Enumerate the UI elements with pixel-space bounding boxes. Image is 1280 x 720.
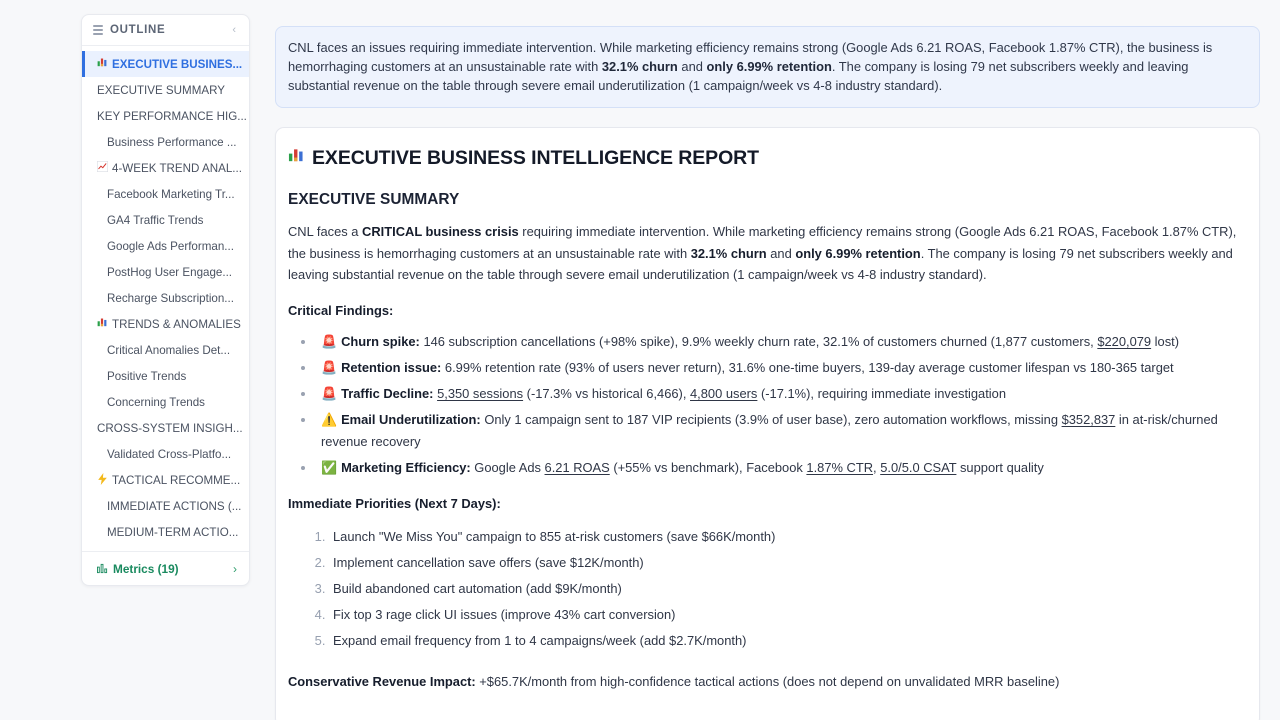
metrics-label: Metrics (19)	[113, 561, 179, 576]
body-text: and	[766, 245, 796, 261]
sidebar-item-16[interactable]	[82, 467, 249, 493]
sidebar-item-7[interactable]	[82, 233, 249, 259]
finding-metric: 1.87% CTR	[806, 459, 874, 475]
sidebar-item-label: Google Ads Performan...	[107, 239, 234, 253]
page-title	[288, 147, 1246, 170]
immediate-priorities-heading: Immediate Priorities (Next 7 Days):	[288, 495, 501, 511]
finding-item	[288, 409, 1246, 453]
sidebar-item-4[interactable]	[82, 155, 249, 181]
sidebar-item-label: GA4 Traffic Trends	[107, 213, 204, 227]
sidebar-item-label: IMMEDIATE ACTIONS (...	[107, 499, 242, 513]
finding-metric: 6.21 ROAS	[544, 459, 610, 475]
finding-text: (+55% vs benchmark), Facebook	[609, 459, 807, 475]
bar-chart-icon-svg	[97, 563, 108, 574]
alarm-light-icon: 🚨	[321, 385, 338, 401]
sidebar-header	[82, 15, 249, 46]
finding-text: ,	[873, 459, 881, 475]
alarm-light-icon: 🚨	[321, 333, 338, 349]
finding-metric: 4,800 users	[690, 385, 758, 401]
bar-chart-title-icon-svg	[288, 147, 305, 164]
priority-item: 5. Expand email frequency from 1 to 4 campaigns/week (add $2.7K/month)	[329, 628, 1246, 654]
priority-item: 1. Launch "We Miss You" campaign to 855 at-risk customers (save $66K/month)	[329, 524, 1246, 550]
sidebar-column	[0, 0, 250, 720]
sidebar-item-label: CROSS-SYSTEM INSIGH...	[97, 421, 243, 435]
priority-item: 4. Fix top 3 rage click UI issues (improve 43% cart conversion)	[329, 602, 1246, 628]
bar-chart-icon	[97, 317, 108, 331]
bar-chart-icon	[97, 57, 108, 71]
body-text: . The company is losing 79 net subscribers weekly and leaving substantial revenue on the table through severe email underutilization (1 campaign/week vs 4-8 industry standard).	[288, 59, 1189, 93]
finding-metric: 5,350 sessions	[437, 385, 524, 401]
sidebar-item-label: Concerning Trends	[107, 395, 205, 409]
body-text: . The company is losing 79 net subscribers weekly and leaving substantial revenue on the table through severe email underutilization (1 campaign/week vs 4-8 industry standard).	[288, 245, 1233, 282]
sidebar-item-11[interactable]	[82, 337, 249, 363]
priority-item: 3. Build abandoned cart automation (add $9K/month)	[329, 576, 1246, 602]
sidebar-item-label: Positive Trends	[107, 369, 187, 383]
outline-sidebar	[81, 14, 250, 586]
finding-text: (-17.3% vs historical 6,466),	[523, 385, 691, 401]
chevron-right-icon: ›	[233, 561, 237, 576]
sidebar-item-label: 4-WEEK TREND ANAL...	[112, 161, 242, 175]
sidebar-item-15[interactable]	[82, 441, 249, 467]
sidebar-item-label: TACTICAL RECOMME...	[112, 473, 241, 487]
finding-metric: $352,837	[1061, 411, 1116, 427]
sidebar-item-17[interactable]	[82, 493, 249, 519]
sidebar-item-label: PostHog User Engage...	[107, 265, 233, 279]
sidebar-item-label: TRENDS & ANOMALIES	[112, 317, 241, 331]
chart-increasing-icon	[97, 161, 108, 175]
sidebar-item-2[interactable]	[82, 103, 249, 129]
sidebar-item-label: Critical Anomalies Det...	[107, 343, 231, 357]
outline-list	[82, 46, 249, 551]
sidebar-item-label: Validated Cross-Platfo...	[107, 447, 232, 461]
emphasis-text: only 6.99% retention	[706, 59, 832, 74]
finding-label: Traffic Decline:	[341, 385, 434, 401]
sidebar-item-label: Business Performance ...	[107, 135, 237, 149]
finding-text: Google Ads	[470, 459, 545, 475]
body-text: and	[677, 59, 707, 74]
sidebar-item-9[interactable]	[82, 285, 249, 311]
sidebar-item-5[interactable]	[82, 181, 249, 207]
sidebar-title: OUTLINE	[110, 24, 166, 36]
page-title-text: EXECUTIVE BUSINESS INTELLIGENCE REPORT	[312, 147, 759, 169]
finding-label: Churn spike:	[341, 333, 420, 349]
bar-chart-icon	[288, 147, 305, 170]
sidebar-item-14[interactable]	[82, 415, 249, 441]
sidebar-item-label: Facebook Marketing Tr...	[107, 187, 235, 201]
finding-text: in at-risk/churned revenue recovery	[321, 411, 1218, 449]
body-text: CNL faces an issues requiring immediate intervention. While marketing efficiency remains strong (Google Ads 6.21 ROAS, Facebook 1.87% CTR), the business is hemorrhaging customers at an unsustainable rate with	[288, 40, 1213, 74]
emphasis-text: 32.1% churn	[690, 245, 767, 261]
finding-item	[288, 383, 1246, 405]
main-content	[250, 0, 1280, 720]
sidebar-item-18[interactable]	[82, 519, 249, 545]
emphasis-text: CRITICAL business crisis	[362, 224, 519, 239]
immediate-priorities-list	[288, 524, 1246, 654]
emphasis-text: only 6.99% retention	[795, 245, 921, 261]
priority-item: 2. Implement cancellation save offers (save $12K/month)	[329, 550, 1246, 576]
sidebar-item-13[interactable]	[82, 389, 249, 415]
finding-label: Retention issue:	[341, 359, 442, 375]
sidebar-item-label: KEY PERFORMANCE HIG...	[97, 109, 247, 123]
conservative-revenue-impact	[288, 671, 1246, 692]
impact-label: Conservative Revenue Impact:	[288, 673, 476, 689]
finding-text: (-17.1%), requiring immediate investigation	[757, 385, 1007, 401]
finding-text: 146 subscription cancellations (+98% spike), 9.9% weekly churn rate, 32.1% of customers churned (1,877 customers,	[419, 333, 1098, 349]
sidebar-item-label: EXECUTIVE SUMMARY	[97, 83, 225, 97]
finding-label: Email Underutilization:	[341, 411, 481, 427]
executive-alert-banner	[275, 26, 1260, 108]
finding-label: Marketing Efficiency:	[341, 459, 471, 475]
sidebar-item-8[interactable]	[82, 259, 249, 285]
metrics-footer-button[interactable]	[82, 551, 249, 585]
finding-item	[288, 357, 1246, 379]
finding-text: 6.99% retention rate (93% of users never return), 31.6% one-time buyers, 139-day average customer lifespan vs 180-365 target	[441, 359, 1174, 375]
body-text: requiring immediate intervention. While marketing efficiency remains strong (Google Ads 6.21 ROAS, Facebook 1.87% CTR), the business is hemorrhaging customers at an unsustainable rate with	[288, 224, 1237, 261]
alarm-light-icon: 🚨	[321, 359, 338, 375]
sidebar-item-1[interactable]	[82, 77, 249, 103]
sidebar-item-label: MEDIUM-TERM ACTIO...	[107, 525, 239, 539]
impact-text: +$65.7K/month from high-confidence tactical actions (does not depend on unvalidated MRR baseline)	[475, 673, 1060, 689]
check-mark-icon: ✅	[321, 459, 338, 475]
sidebar-item-label: Recharge Subscription...	[107, 291, 234, 305]
sidebar-item-label: EXECUTIVE BUSINES...	[112, 57, 243, 71]
finding-item	[288, 331, 1246, 353]
finding-metric: $220,079	[1097, 333, 1152, 349]
report-document-card	[275, 127, 1260, 720]
collapse-sidebar-button[interactable]: ‹	[232, 23, 236, 36]
high-voltage-icon	[97, 473, 108, 488]
list-icon	[93, 25, 103, 35]
finding-text: Only 1 campaign sent to 187 VIP recipients (3.9% of user base), zero automation workflows, missing	[480, 411, 1062, 427]
body-text: CNL faces a	[288, 224, 363, 239]
finding-metric: 5.0/5.0 CSAT	[880, 459, 957, 475]
warning-icon: ⚠️	[321, 411, 338, 427]
sidebar-item-0[interactable]	[82, 51, 249, 77]
critical-findings-list	[288, 331, 1246, 479]
executive-summary-paragraph	[288, 221, 1246, 286]
sidebar-item-10[interactable]	[82, 311, 249, 337]
section-heading-executive-summary: EXECUTIVE SUMMARY	[288, 191, 460, 208]
emphasis-text: 32.1% churn	[601, 59, 678, 74]
finding-item	[288, 457, 1246, 479]
finding-text: lost)	[1151, 333, 1180, 349]
finding-text: support quality	[956, 459, 1044, 475]
sidebar-item-6[interactable]	[82, 207, 249, 233]
critical-findings-heading: Critical Findings:	[288, 302, 394, 318]
bar-chart-icon	[97, 560, 108, 578]
sidebar-item-3[interactable]	[82, 129, 249, 155]
sidebar-item-12[interactable]	[82, 363, 249, 389]
